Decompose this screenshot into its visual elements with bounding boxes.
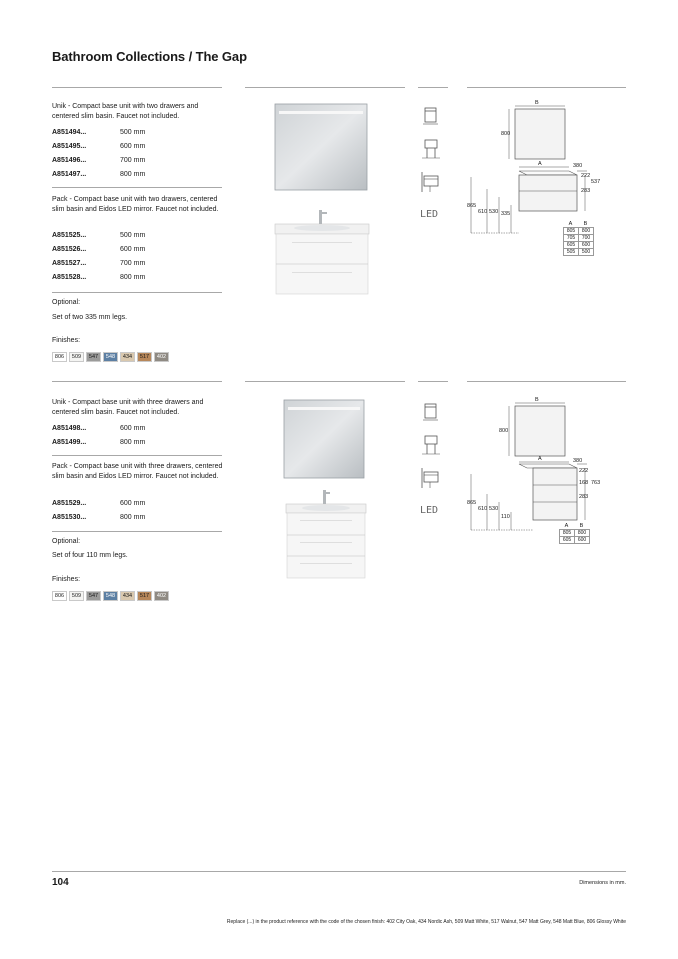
table-cell: 605 — [560, 537, 575, 544]
table-cell: 505 — [564, 249, 579, 256]
dim-label: 537 — [591, 179, 601, 185]
product-size: 800 mm — [120, 171, 146, 178]
product-image — [262, 100, 382, 300]
dim-label: 335 — [501, 211, 511, 217]
led-icon: LED — [420, 209, 439, 220]
finish-swatch: 548 — [103, 352, 118, 362]
product-code: A851499... — [52, 439, 87, 446]
dim-label: 380 — [573, 163, 583, 169]
optional-text: Set of two 335 mm legs. — [52, 314, 128, 321]
product-code: A851494... — [52, 129, 87, 136]
product-image — [270, 396, 380, 586]
legs-icon — [422, 140, 440, 158]
dimension-drawing — [467, 97, 626, 267]
product-code: A851496... — [52, 157, 87, 164]
replace-note: Replace (...) in the product reference with the code of the chosen finish: 402 City Oak, 434 Nordic Ash, 509 Matt White, 517 Walnut, 547 Matt Grey, 548 Matt Blue, 806 Glossy White — [226, 919, 626, 925]
divider — [467, 381, 626, 382]
product-size: 600 mm — [120, 246, 146, 253]
dim-label: 530 — [489, 209, 499, 215]
finish-swatch: 548 — [103, 591, 118, 601]
product-description: Pack - Compact base unit with two drawers, centered slim basin and Eidos LED mirror. Faucet not included. — [52, 196, 219, 213]
divider — [52, 381, 222, 382]
mirror-icon — [423, 108, 438, 124]
dim-label: 530 — [489, 506, 499, 512]
product-description: Pack - Compact base unit with three drawers, centered slim basin and Eidos LED mirror. Faucet not included. — [52, 463, 223, 480]
dim-label: A — [538, 456, 542, 462]
product-size: 800 mm — [120, 274, 146, 281]
feature-icons — [418, 104, 444, 226]
optional-text: Set of four 110 mm legs. — [52, 552, 128, 559]
dim-label: 800 — [501, 131, 511, 137]
dim-label: B — [535, 100, 539, 106]
dim-label: 283 — [581, 188, 591, 194]
divider — [52, 292, 222, 293]
product-code: A851526... — [52, 246, 87, 253]
dim-label: 865 — [467, 500, 477, 506]
divider — [52, 531, 222, 532]
product-size: 700 mm — [120, 157, 146, 164]
product-description: Unik - Compact base unit with three drawers and centered slim basin. Faucet not included. — [52, 399, 204, 416]
table-row — [564, 242, 594, 249]
mirror-icon — [423, 404, 438, 420]
product-code: A851498... — [52, 425, 87, 432]
table-row — [564, 235, 594, 242]
dim-label: 222 — [581, 173, 591, 179]
finish-swatch: 509 — [69, 352, 84, 362]
product-size: 600 mm — [120, 425, 146, 432]
table-cell: 600 — [575, 537, 590, 544]
table-cell: 705 — [564, 235, 579, 242]
product-code: A851530... — [52, 514, 87, 521]
finish-swatch: 434 — [120, 352, 135, 362]
dim-label: A — [538, 161, 542, 167]
product-size: 500 mm — [120, 232, 146, 239]
finish-swatch: 402 — [154, 352, 169, 362]
product-size: 600 mm — [120, 143, 146, 150]
divider — [418, 87, 448, 88]
table-row — [560, 537, 590, 544]
finishes-label: Finishes: — [52, 337, 81, 344]
dim-label: B — [535, 397, 539, 403]
product-size: 500 mm — [120, 129, 146, 136]
feature-icons — [418, 400, 444, 522]
divider — [245, 87, 405, 88]
legs-icon — [422, 436, 440, 454]
table-row — [564, 249, 594, 256]
product-size: 600 mm — [120, 500, 146, 507]
product-code: A851525... — [52, 232, 87, 239]
dim-label: 865 — [467, 203, 477, 209]
finish-swatches — [52, 591, 169, 601]
wall-hung-icon — [422, 468, 438, 488]
product-size: 800 mm — [120, 439, 146, 446]
led-icon: LED — [420, 505, 439, 516]
dim-label: 610 — [478, 209, 488, 215]
finishes-label: Finishes: — [52, 576, 81, 583]
divider — [418, 381, 448, 382]
finish-swatch: 517 — [137, 352, 152, 362]
dimension-drawing — [467, 394, 626, 554]
finish-swatch: 806 — [52, 352, 67, 362]
table-row — [560, 530, 590, 537]
product-code: A851497... — [52, 171, 87, 178]
dim-label: 800 — [499, 428, 509, 434]
table-header: B — [579, 523, 584, 529]
wall-hung-icon — [422, 172, 438, 192]
table-cell: 805 — [560, 530, 575, 537]
optional-label: Optional: — [52, 299, 81, 306]
table-cell: 805 — [564, 228, 579, 235]
page-number: 104 — [52, 877, 69, 888]
finish-swatch: 806 — [52, 591, 67, 601]
finish-swatch: 517 — [137, 591, 152, 601]
table-header: A — [568, 221, 573, 227]
table-cell: 500 — [579, 249, 594, 256]
divider — [245, 381, 405, 382]
divider — [52, 187, 222, 188]
divider — [52, 455, 222, 456]
dim-label: 763 — [591, 480, 601, 486]
finish-swatch: 402 — [154, 591, 169, 601]
dim-label: 283 — [579, 494, 589, 500]
dimensions-note: Dimensions in mm. — [579, 880, 626, 886]
table-cell: 800 — [575, 530, 590, 537]
finish-swatch: 434 — [120, 591, 135, 601]
finish-swatches — [52, 352, 169, 362]
finish-swatch: 547 — [86, 352, 101, 362]
optional-label: Optional: — [52, 538, 81, 545]
dim-label: 222 — [579, 468, 589, 474]
product-code: A851527... — [52, 260, 87, 267]
product-code: A851495... — [52, 143, 87, 150]
table-cell: 600 — [579, 242, 594, 249]
table-cell: 800 — [579, 228, 594, 235]
dim-label: 168 — [579, 480, 589, 486]
dim-label: 110 — [501, 514, 510, 520]
product-code: A851529... — [52, 500, 87, 507]
table-cell: 605 — [564, 242, 579, 249]
dim-label: 380 — [573, 458, 583, 464]
finish-swatch: 509 — [69, 591, 84, 601]
dimension-table — [559, 523, 590, 544]
page-title: Bathroom Collections / The Gap — [52, 49, 247, 64]
table-row — [564, 228, 594, 235]
product-size: 800 mm — [120, 514, 146, 521]
table-cell: 700 — [579, 235, 594, 242]
table-header: B — [583, 221, 588, 227]
footer-divider — [52, 871, 626, 872]
divider — [52, 87, 222, 88]
product-size: 700 mm — [120, 260, 146, 267]
product-code: A851528... — [52, 274, 87, 281]
dim-label: 610 — [478, 506, 488, 512]
table-header: A — [564, 523, 569, 529]
divider — [467, 87, 626, 88]
dimension-table — [563, 221, 594, 256]
product-description: Unik - Compact base unit with two drawers and centered slim basin. Faucet not included. — [52, 103, 199, 120]
finish-swatch: 547 — [86, 591, 101, 601]
